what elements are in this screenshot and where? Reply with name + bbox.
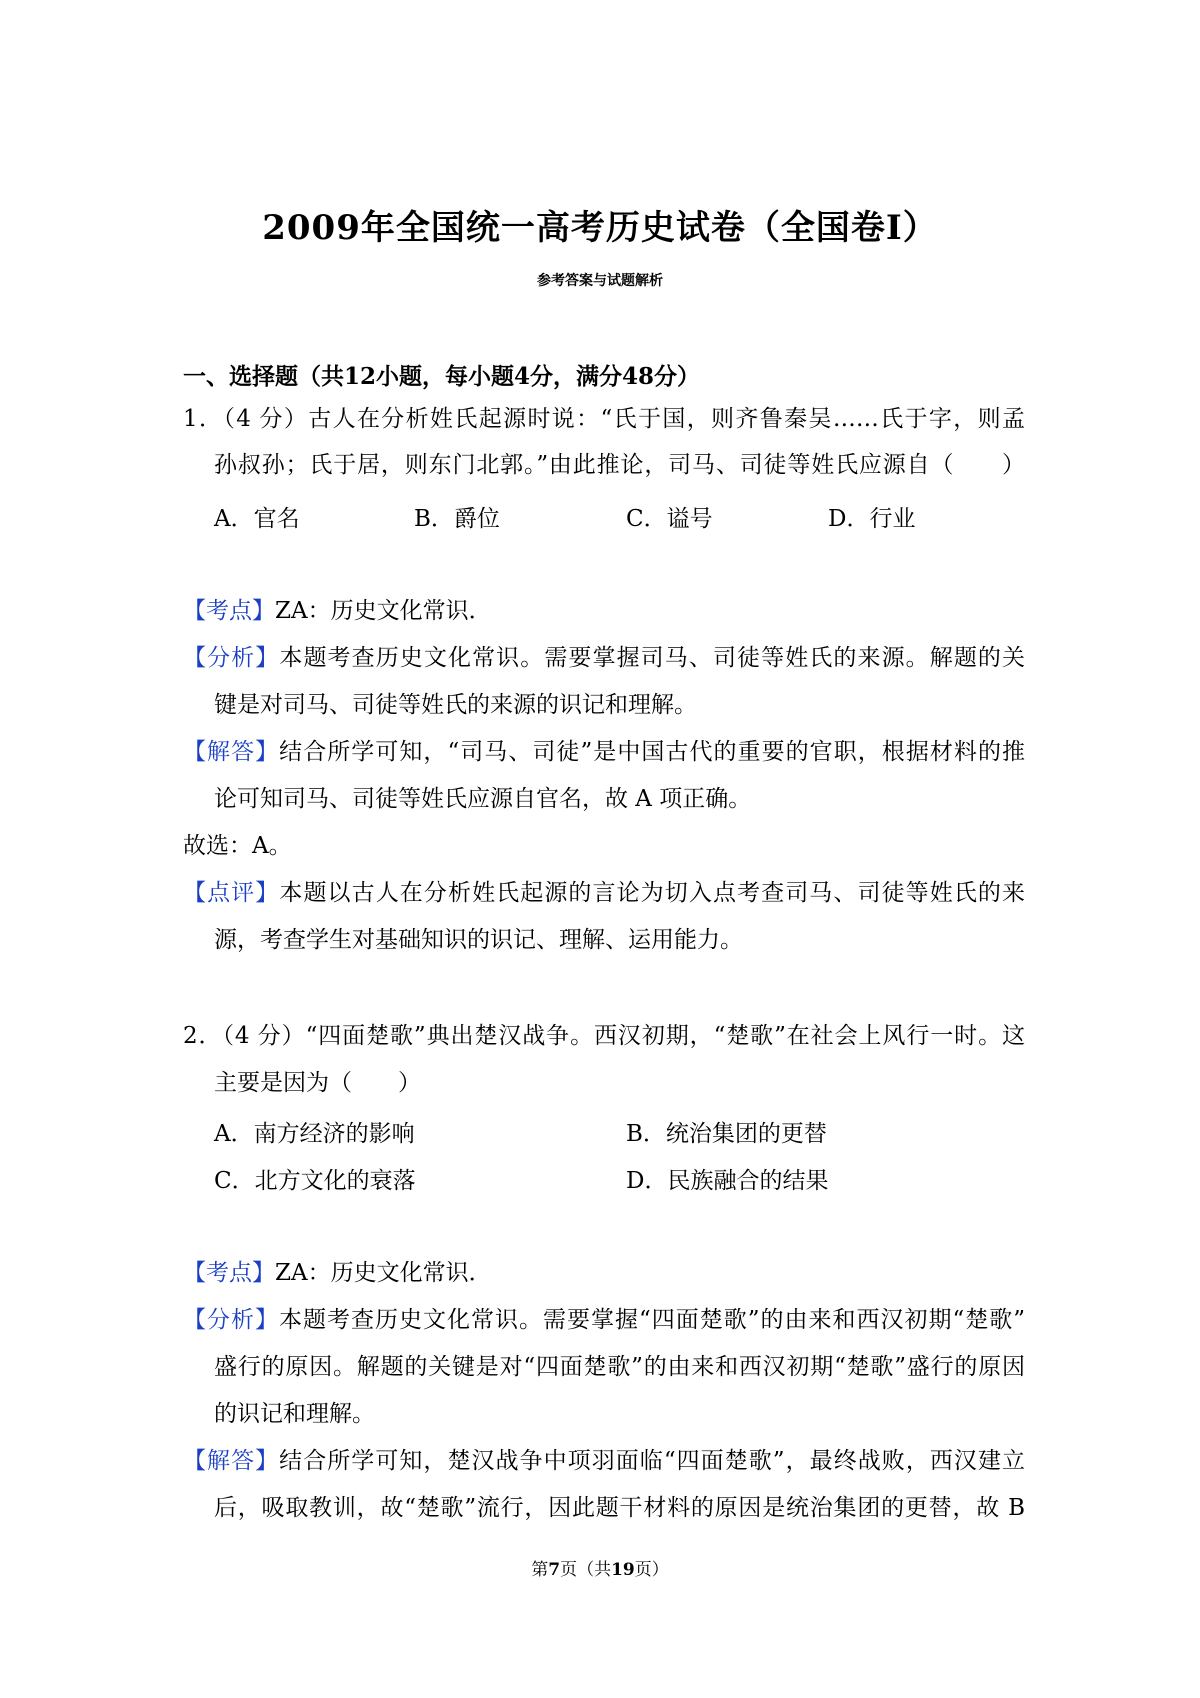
page-title: 2009年全国统一高考历史试卷（全国卷Ⅰ） [262, 208, 938, 248]
q1-jieda-text-1: 结合所学可知，“司马、司徒”是中国古代的重要的官职，根据材料的推 [279, 739, 1025, 765]
q2-kaodian-tag: 【考点】 [183, 1260, 275, 1286]
footer-total-pages: 19 [611, 1560, 635, 1580]
question-2-option-c[interactable]: C．北方文化的衰落 [214, 1168, 416, 1194]
q1-kaodian-tag: 【考点】 [183, 598, 275, 624]
q1-fenxi-line-2: 键是对司马、司徒等姓氏的来源的识记和理解。 [214, 692, 697, 718]
q2-fenxi-line-3: 的识记和理解。 [214, 1401, 375, 1427]
q2-jieda-line-1 [183, 1446, 1025, 1476]
q1-jieda-line-1 [183, 737, 1025, 767]
question-1-line-1: 1．（4 分）古人在分析姓氏起源时说：“氏于国，则齐鲁秦吴……氏于字，则孟 [183, 406, 1025, 432]
q2-kaodian [183, 1258, 492, 1288]
q1-fenxi-text-1: 本题考查历史文化常识。需要掌握司马、司徒等姓氏的来源。解题的关 [279, 645, 1026, 671]
footer-page-number: 7 [548, 1560, 561, 1580]
question-2-line-1: 2．（4 分）“四面楚歌”典出楚汉战争。西汉初期，“楚歌”在社会上风行一时。这 [183, 1023, 1025, 1049]
question-1-option-c[interactable]: C．谥号 [626, 506, 713, 532]
q2-jieda-tag: 【解答】 [183, 1448, 280, 1474]
q1-dianping-line-2: 源，考查学生对基础知识的识记、理解、运用能力。 [214, 927, 743, 953]
footer-prefix: 第 [531, 1560, 549, 1580]
question-1-line-2: 孙叔孙；氏于居，则东门北郭。”由此推论，司马、司徒等姓氏应源自（ ） [214, 452, 1025, 478]
q1-kaodian-text: ZA：历史文化常识． [275, 598, 492, 624]
q1-fenxi-tag: 【分析】 [183, 645, 280, 671]
q2-fenxi-line-1 [183, 1305, 1025, 1335]
q2-jieda-line-2: 后，吸取教训，故“楚歌”流行，因此题干材料的原因是统治集团的更替，故 B [214, 1495, 1025, 1521]
q1-dianping-line-1 [183, 878, 1025, 908]
q1-kaodian [183, 596, 492, 626]
question-2-option-d[interactable]: D．民族融合的结果 [626, 1168, 829, 1194]
q2-fenxi-tag: 【分析】 [183, 1307, 279, 1333]
page-subtitle: 参考答案与试题解析 [537, 273, 663, 289]
question-1-option-b[interactable]: B．爵位 [414, 506, 500, 532]
page-footer [0, 1555, 1200, 1580]
q1-answer: 故选：A。 [183, 833, 292, 859]
q2-fenxi-line-2: 盛行的原因。解题的关键是对“四面楚歌”的由来和西汉初期“楚歌”盛行的原因 [214, 1354, 1025, 1380]
q1-jieda-line-2: 论可知司马、司徒等姓氏应源自官名，故 A 项正确。 [214, 786, 752, 812]
q2-jieda-text-1: 结合所学可知，楚汉战争中项羽面临“四面楚歌”，最终战败，西汉建立 [279, 1448, 1025, 1474]
q1-fenxi-line-1 [183, 643, 1025, 673]
q1-dianping-tag: 【点评】 [183, 880, 280, 906]
q2-kaodian-text: ZA：历史文化常识． [275, 1260, 492, 1286]
footer-middle: 页（共 [560, 1560, 612, 1580]
q1-dianping-text-1: 本题以古人在分析姓氏起源的言论为切入点考查司马、司徒等姓氏的来 [279, 880, 1026, 906]
q1-jieda-tag: 【解答】 [183, 739, 280, 765]
question-2-line-2: 主要是因为（ ） [214, 1070, 421, 1096]
q2-fenxi-text-1: 本题考查历史文化常识。需要掌握“四面楚歌”的由来和西汉初期“楚歌” [279, 1307, 1025, 1333]
question-2-option-a[interactable]: A．南方经济的影响 [214, 1121, 415, 1147]
footer-suffix: 页） [634, 1560, 669, 1580]
question-2-option-b[interactable]: B．统治集团的更替 [626, 1121, 827, 1147]
section-heading: 一、选择题（共12小题，每小题4分，满分48分） [183, 363, 701, 390]
question-1-option-d[interactable]: D．行业 [828, 506, 916, 532]
question-1-option-a[interactable]: A．官名 [214, 506, 300, 532]
